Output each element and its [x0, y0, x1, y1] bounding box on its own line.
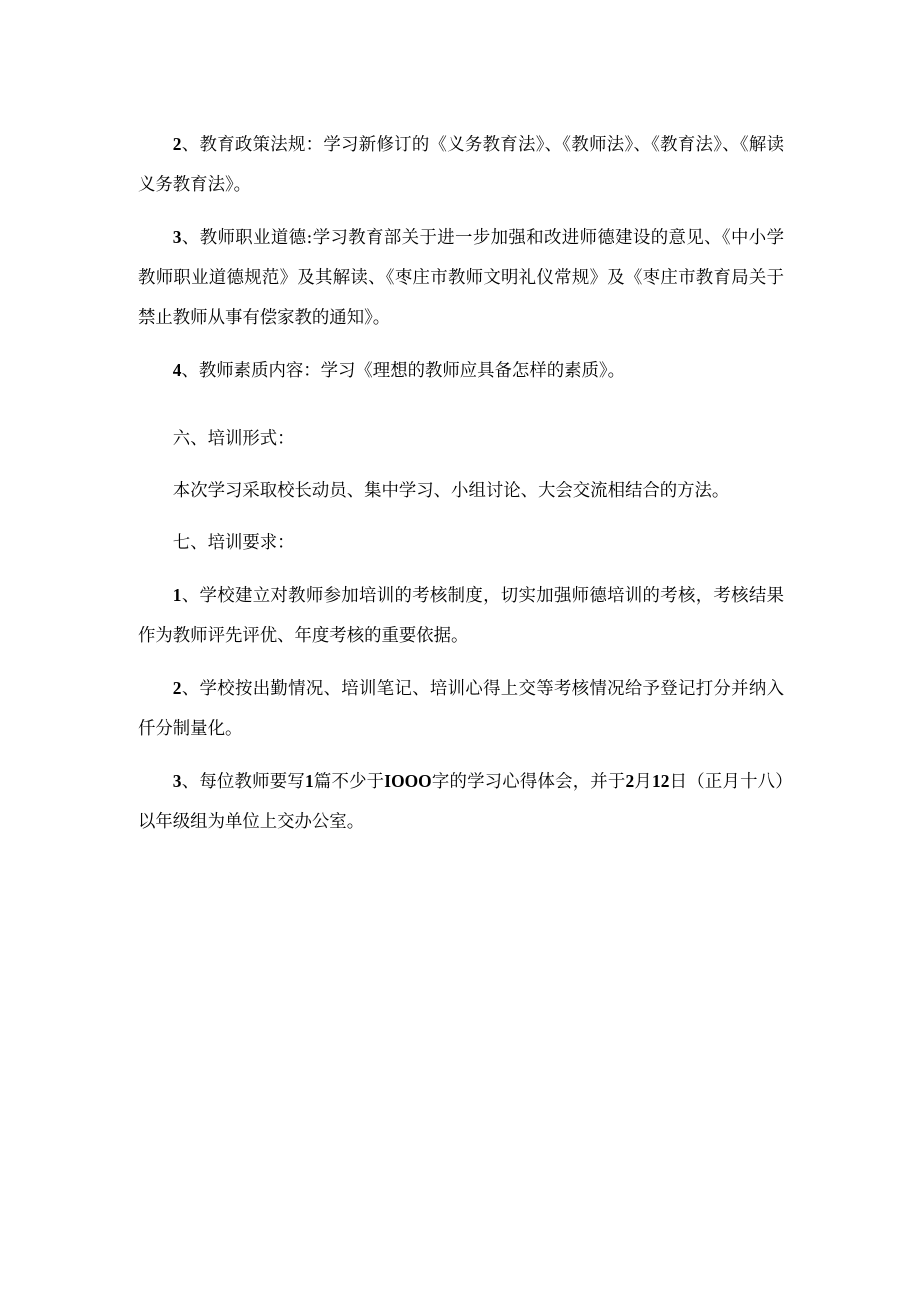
inline-number: IOOO: [384, 771, 432, 791]
inline-number: 12: [652, 771, 670, 791]
text-segment: 字的学习心得体会，并于: [431, 772, 626, 792]
paragraph-assessment-system: [138, 575, 784, 656]
paragraph-text: 本次学习采取校长动员、集中学习、小组讨论、大会交流相结合的方法。: [172, 481, 730, 501]
heading-text: 七、培训要求：: [172, 533, 295, 553]
paragraph-reflection-submission: [138, 761, 784, 842]
paragraph-number: 1: [172, 585, 182, 605]
text-segment: 日（正月十八）以年级组为单位上交办公室。: [138, 772, 784, 832]
paragraph-text: 、教师素质内容：学习《理想的教师应具备怎样的素质》。: [181, 361, 625, 381]
inline-number: 2: [625, 771, 635, 791]
paragraph-attendance-scoring: [138, 668, 784, 749]
paragraph-teacher-quality: [138, 350, 784, 391]
paragraph-text: 、学校按出勤情况、培训笔记、培训心得上交等考核情况给予登记打分并纳入仟分制量化。: [138, 679, 784, 739]
text-segment: 、每位教师要写: [181, 772, 305, 792]
paragraph-education-law: [138, 124, 784, 205]
inline-number: 1: [304, 771, 314, 791]
heading-text: 六、培训形式：: [172, 429, 295, 449]
paragraph-text: 、学校建立对教师参加培训的考核制度，切实加强师德培训的考核，考核结果作为教师评先评优、年度考核的重要依据。: [138, 586, 784, 646]
paragraph-training-method: [138, 471, 784, 511]
paragraph-text: 、教师职业道德:学习教育部关于进一步加强和改进师德建设的意见、《中小学教师职业道德规范》及其解读、《枣庄市教师文明礼仪常规》及《枣庄市教育局关于禁止教师从事有偿家教的通知》。: [138, 228, 784, 328]
paragraph-number: 3: [172, 227, 182, 247]
text-segment: 篇不少于: [313, 772, 385, 792]
paragraph-number: 2: [172, 678, 182, 698]
section-heading-training-form: [138, 419, 784, 459]
paragraph-number: 4: [172, 360, 182, 380]
document-body: [138, 124, 784, 854]
paragraph-number: 3: [172, 771, 182, 791]
text-segment: 月: [634, 772, 653, 792]
paragraph-text: 、教育政策法规：学习新修订的《义务教育法》、《教师法》、《教育法》、《解读义务教育法》。: [138, 135, 784, 195]
paragraph-teacher-ethics: [138, 217, 784, 338]
paragraph-number: 2: [172, 134, 182, 154]
section-heading-training-requirements: [138, 523, 784, 563]
